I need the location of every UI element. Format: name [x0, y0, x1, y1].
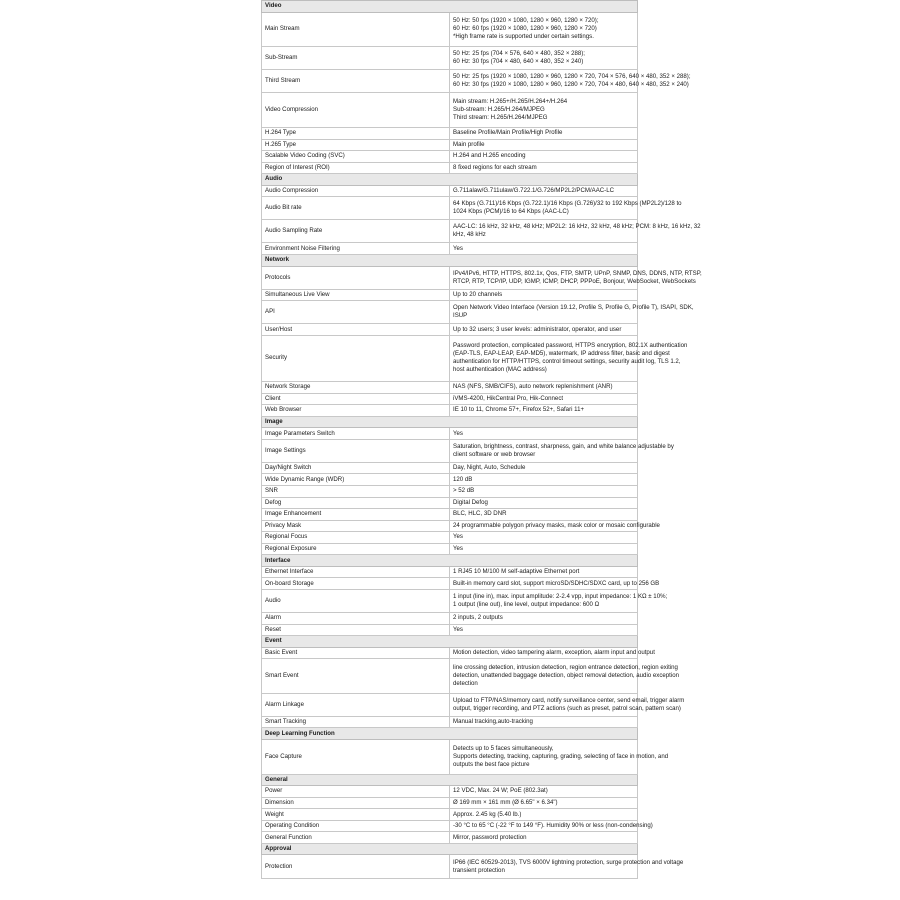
spec-row: [262, 543, 638, 555]
spec-row: [262, 520, 638, 532]
spec-row: [262, 393, 638, 405]
spec-value: [450, 47, 638, 70]
spec-row: [262, 509, 638, 521]
spec-label: Smart Event: [262, 659, 450, 694]
spec-row: [262, 197, 638, 220]
spec-value-line: iVMS-4200, HikCentral Pro, Hik-Connect: [453, 394, 564, 402]
spec-value-line: IP66 (IEC 60529-2013), TVS 6000V lightning protection, surge protection and voltage: [453, 858, 684, 866]
spec-label: General Function: [262, 832, 450, 844]
spec-row: [262, 612, 638, 624]
spec-label: Third Stream: [262, 70, 450, 93]
spec-label: Main Stream: [262, 12, 450, 47]
spec-value: [450, 624, 638, 636]
spec-value-line: Password protection, complicated password, HTTPS encryption, 802.1X authentication: [453, 342, 688, 350]
spec-value: [450, 70, 691, 93]
spec-value-line: 1 input (line in), max. input amplitude: 2-2.4 vpp, input impedance: 1 KΩ ± 10%;: [453, 592, 668, 600]
spec-label: Client: [262, 393, 450, 405]
spec-value-line: Yes: [453, 533, 463, 541]
spec-value: [450, 474, 638, 486]
spec-row: [262, 439, 638, 462]
spec-label: Alarm Linkage: [262, 693, 450, 716]
spec-label: Dimension: [262, 797, 450, 809]
spec-value-line: 50 Hz: 50 fps (1920 × 1080, 1280 × 960, 1280 × 720);: [453, 17, 599, 25]
spec-value: [450, 520, 660, 532]
spec-label: Audio: [262, 589, 450, 612]
spec-label: Protection: [262, 855, 450, 878]
spec-value: [450, 659, 679, 694]
spec-value-line: 60 Hz: 30 fps (1920 × 1080, 1280 × 960, 1280 × 720, 704 × 480, 640 × 480, 352 × 240): [453, 81, 689, 89]
spec-label: Simultaneous Live View: [262, 289, 450, 301]
spec-value: [450, 797, 638, 809]
spec-label: Alarm: [262, 612, 450, 624]
spec-row: [262, 266, 638, 289]
spec-row: [262, 716, 638, 728]
spec-label: Operating Condition: [262, 820, 450, 832]
section-header: [262, 255, 638, 267]
spec-row: [262, 301, 638, 324]
spec-value: [450, 12, 638, 47]
spec-label: Audio Compression: [262, 185, 450, 197]
spec-row: [262, 70, 638, 93]
spec-row: [262, 185, 638, 197]
section-header: [262, 636, 638, 648]
spec-value-line: AAC-LC: 16 kHz, 32 kHz, 48 kHz; MP2L2: 16 kHz, 32 kHz, 48 kHz; PCM: 8 kHz, 16 kHz, 32: [453, 223, 701, 231]
spec-value: [450, 809, 638, 821]
spec-value: [450, 428, 638, 440]
spec-value-line: Digital Defog: [453, 498, 488, 506]
spec-value: [450, 162, 638, 174]
spec-value: [450, 324, 638, 336]
spec-value-line: detection: [453, 679, 478, 687]
spec-value-line: 60 Hz: 60 fps (1920 × 1080, 1280 × 960, 1280 × 720): [453, 25, 597, 33]
spec-value-line: output, trigger recording, and PTZ actions (such as preset, patrol scan, pattern scan): [453, 704, 681, 712]
spec-value-line: > 52 dB: [453, 487, 475, 495]
section-title: Event: [262, 636, 638, 648]
section-title: Audio: [262, 174, 638, 186]
spec-value-line: RTCP, RTP, TCP/IP, UDP, IGMP, ICMP, DHCP, PPPoE, Bonjour, WebSocket, WebSockets: [453, 277, 696, 285]
section-title: Image: [262, 416, 638, 428]
spec-value: [450, 462, 638, 474]
spec-value: [450, 266, 702, 289]
spec-value-line: 50 Hz: 25 fps (1920 × 1080, 1280 × 960, 1280 × 720, 704 × 576, 640 × 480, 352 × 288);: [453, 73, 691, 81]
spec-value-line: client software or web browser: [453, 450, 536, 458]
spec-row: [262, 47, 638, 70]
spec-value: [450, 820, 653, 832]
spec-label: H.265 Type: [262, 139, 450, 151]
spec-value-line: (EAP-TLS, EAP-LEAP, EAP-MD5), watermark, IP address filter, basic and digest: [453, 350, 670, 358]
spec-label: Audio Bit rate: [262, 197, 450, 220]
spec-label: Defog: [262, 497, 450, 509]
spec-row: [262, 474, 638, 486]
section-header: [262, 555, 638, 567]
spec-row: [262, 786, 638, 798]
spec-value-line: NAS (NFS, SMB/CIFS), auto network replenishment (ANR): [453, 383, 613, 391]
spec-row: [262, 647, 638, 659]
spec-row: [262, 428, 638, 440]
spec-row: [262, 497, 638, 509]
spec-label: Day/Night Switch: [262, 462, 450, 474]
section-title: Interface: [262, 555, 638, 567]
spec-label: SNR: [262, 485, 450, 497]
spec-row: [262, 382, 638, 394]
spec-value: [450, 589, 668, 612]
spec-value-line: BLC, HLC, 3D DNR: [453, 510, 507, 518]
spec-value: [450, 439, 674, 462]
section-header: [262, 1, 638, 13]
spec-row: [262, 243, 638, 255]
section-header: [262, 416, 638, 428]
spec-value-line: 120 dB: [453, 475, 473, 483]
spec-row: [262, 12, 638, 47]
spec-value: [450, 220, 701, 243]
spec-value-line: Motion detection, video tampering alarm, exception, alarm input and output: [453, 648, 655, 656]
spec-value-line: Day, Night, Auto, Schedule: [453, 464, 526, 472]
spec-value: [450, 832, 638, 844]
section-title: Approval: [262, 843, 638, 855]
spec-value-line: Supports detecting, tracking, capturing, grading, selecting of face in motion, and: [453, 752, 669, 760]
section-header: [262, 843, 638, 855]
spec-value-line: Yes: [453, 625, 463, 633]
spec-value-line: Baseline Profile/Main Profile/High Profile: [453, 129, 563, 137]
spec-row: [262, 485, 638, 497]
spec-label: Privacy Mask: [262, 520, 450, 532]
spec-value: [450, 382, 638, 394]
spec-value: [450, 151, 638, 163]
spec-value: [450, 128, 638, 140]
spec-row: [262, 532, 638, 544]
spec-value: [450, 786, 638, 798]
spec-label: Face Capture: [262, 740, 450, 775]
section-title: Video: [262, 1, 638, 13]
spec-value: [450, 243, 638, 255]
spec-row: [262, 220, 638, 243]
spec-row: [262, 659, 638, 694]
spec-value-line: 12 VDC, Max. 24 W; PoE (802.3at): [453, 787, 548, 795]
spec-value: [450, 301, 694, 324]
section-title: Network: [262, 255, 638, 267]
spec-label: Ethernet Interface: [262, 566, 450, 578]
spec-row: [262, 797, 638, 809]
spec-row: [262, 128, 638, 140]
spec-value-line: Up to 32 users; 3 user levels: administrator, operator, and user: [453, 325, 622, 333]
spec-label: Smart Tracking: [262, 716, 450, 728]
spec-label: Security: [262, 335, 450, 381]
spec-label: Scalable Video Coding (SVC): [262, 151, 450, 163]
spec-value-line: Yes: [453, 429, 463, 437]
spec-label: Video Compression: [262, 93, 450, 128]
spec-row: [262, 820, 638, 832]
spec-value-line: 50 Hz: 25 fps (704 × 576, 640 × 480, 352 × 288);: [453, 50, 585, 58]
spec-value-line: host authentication (MAC address): [453, 366, 547, 374]
spec-value-line: Manual tracking,auto-tracking: [453, 718, 533, 726]
spec-label: Basic Event: [262, 647, 450, 659]
spec-value-line: Main stream: H.265+/H.265/H.264+/H.264: [453, 98, 568, 106]
spec-value-line: 2 inputs, 2 outputs: [453, 614, 503, 622]
spec-label: Regional Focus: [262, 532, 450, 544]
spec-label: Protocols: [262, 266, 450, 289]
spec-value: [450, 612, 638, 624]
spec-value-line: line crossing detection, intrusion detection, region entrance detection, region exiting: [453, 663, 678, 671]
spec-row: [262, 462, 638, 474]
spec-row: [262, 335, 638, 381]
spec-value: [450, 578, 660, 590]
spec-value-line: Yes: [453, 244, 463, 252]
spec-value-line: 1024 Kbps (PCM)/16 to 64 Kbps (AAC-LC): [453, 208, 569, 216]
spec-value-line: detection, unattended baggage detection, object removal detection, audio exception: [453, 671, 679, 679]
section-header: [262, 174, 638, 186]
spec-value-line: 60 Hz: 30 fps (704 × 480, 640 × 480, 352 × 240): [453, 58, 584, 66]
spec-label: Web Browser: [262, 405, 450, 417]
spec-label: Regional Exposure: [262, 543, 450, 555]
spec-value: [450, 335, 688, 381]
spec-value-line: *High frame rate is supported under certain settings.: [453, 33, 594, 41]
spec-value-line: Upload to FTP/NAS/memory card, notify surveillance center, send email, trigger alarm: [453, 696, 685, 704]
spec-table: [261, 0, 702, 879]
spec-value: [450, 693, 685, 716]
section-title: General: [262, 774, 638, 786]
spec-value-line: outputs the best face picture: [453, 760, 530, 768]
spec-label: API: [262, 301, 450, 324]
spec-row: [262, 693, 638, 716]
spec-value-line: G.711alaw/G.711ulaw/G.722.1/G.726/MP2L2/PCM/AAC-LC: [453, 187, 614, 195]
spec-label: Sub-Stream: [262, 47, 450, 70]
spec-value: [450, 532, 638, 544]
spec-label: Power: [262, 786, 450, 798]
spec-value: [450, 740, 669, 775]
spec-row: [262, 566, 638, 578]
spec-value-line: ISUP: [453, 312, 468, 320]
spec-value-line: Built-in memory card slot, support microSD/SDHC/SDXC card, up to 256 GB: [453, 579, 660, 587]
spec-value: [450, 855, 684, 878]
spec-value-line: Main profile: [453, 140, 485, 148]
spec-row: [262, 162, 638, 174]
spec-row: [262, 289, 638, 301]
spec-value: [450, 405, 638, 417]
spec-row: [262, 324, 638, 336]
spec-value: [450, 93, 638, 128]
spec-value-line: 64 Kbps (G.711)/16 Kbps (G.722.1)/16 Kbps (G.726)/32 to 192 Kbps (MP2L2)/128 to: [453, 200, 682, 208]
spec-value-line: Third stream: H.265/H.264/MJPEG: [453, 114, 548, 122]
spec-table-body: [262, 1, 702, 879]
spec-label: Network Storage: [262, 382, 450, 394]
spec-label: H.264 Type: [262, 128, 450, 140]
spec-value: [450, 485, 638, 497]
spec-value-line: 1 output (line out), line level, output impedance: 600 Ω: [453, 600, 600, 608]
spec-label: On-board Storage: [262, 578, 450, 590]
spec-value: [450, 289, 638, 301]
spec-value-line: Open Network Video Interface (Version 19.12, Profile S, Profile G, Profile T), ISAPI, SDK,: [453, 304, 694, 312]
spec-row: [262, 589, 638, 612]
spec-value: [450, 185, 638, 197]
spec-row: [262, 405, 638, 417]
spec-label: Image Settings: [262, 439, 450, 462]
section-title: Deep Learning Function: [262, 728, 638, 740]
spec-value-line: Mirror, password protection: [453, 833, 527, 841]
spec-row: [262, 832, 638, 844]
spec-value-line: transient protection: [453, 866, 505, 874]
spec-value-line: Sub-stream: H.265/H.264/MJPEG: [453, 106, 545, 114]
spec-value-line: authentication for HTTP/HTTPS, control timeout settings, security audit log, TLS 1.2,: [453, 358, 681, 366]
spec-value-line: Detects up to 5 faces simultaneously,: [453, 744, 554, 752]
spec-value-line: Up to 20 channels: [453, 290, 503, 298]
spec-label: Image Parameters Switch: [262, 428, 450, 440]
spec-value-line: kHz, 48 kHz: [453, 231, 486, 239]
spec-value: [450, 509, 638, 521]
spec-label: Reset: [262, 624, 450, 636]
spec-value-line: 8 fixed regions for each stream: [453, 163, 537, 171]
spec-value-line: Saturation, brightness, contrast, sharpness, gain, and white balance adjustable by: [453, 442, 674, 450]
section-header: [262, 728, 638, 740]
spec-row: [262, 624, 638, 636]
spec-label: Wide Dynamic Range (WDR): [262, 474, 450, 486]
spec-label: Weight: [262, 809, 450, 821]
spec-value-line: IE 10 to 11, Chrome 57+, Firefox 52+, Safari 11+: [453, 406, 585, 414]
spec-value: [450, 647, 655, 659]
spec-value: [450, 139, 638, 151]
spec-value-line: IPv4/IPv6, HTTP, HTTPS, 802.1x, Qos, FTP, SMTP, UPnP, SNMP, DNS, DDNS, NTP, RTSP,: [453, 269, 702, 277]
spec-value-line: Yes: [453, 544, 463, 552]
spec-row: [262, 809, 638, 821]
spec-value: [450, 716, 638, 728]
spec-value: [450, 197, 682, 220]
spec-label: Image Enhancement: [262, 509, 450, 521]
spec-value: [450, 543, 638, 555]
spec-row: [262, 151, 638, 163]
spec-value: [450, 566, 638, 578]
spec-value-line: H.264 and H.265 encoding: [453, 152, 526, 160]
spec-value-line: Ø 169 mm × 161 mm (Ø 6.65" × 6.34"): [453, 799, 558, 806]
spec-value-line: 1 RJ45 10 M/100 M self-adaptive Ethernet port: [453, 568, 580, 576]
section-header: [262, 774, 638, 786]
spec-row: [262, 578, 638, 590]
spec-value-line: -30 °C to 65 °C (-22 °F to 149 °F). Humidity 90% or less (non-condensing): [453, 822, 653, 830]
spec-value-line: 24 programmable polygon privacy masks, mask color or mosaic configurable: [453, 521, 660, 529]
spec-value: [450, 497, 638, 509]
spec-label: Region of Interest (ROI): [262, 162, 450, 174]
spec-row: [262, 93, 638, 128]
spec-value: [450, 393, 638, 405]
spec-row: [262, 740, 638, 775]
spec-label: User/Host: [262, 324, 450, 336]
spec-label: Audio Sampling Rate: [262, 220, 450, 243]
spec-value-line: Approx. 2.45 kg (5.40 lb.): [453, 810, 522, 818]
spec-row: [262, 139, 638, 151]
spec-label: Environment Noise Filtering: [262, 243, 450, 255]
spec-row: [262, 855, 638, 878]
